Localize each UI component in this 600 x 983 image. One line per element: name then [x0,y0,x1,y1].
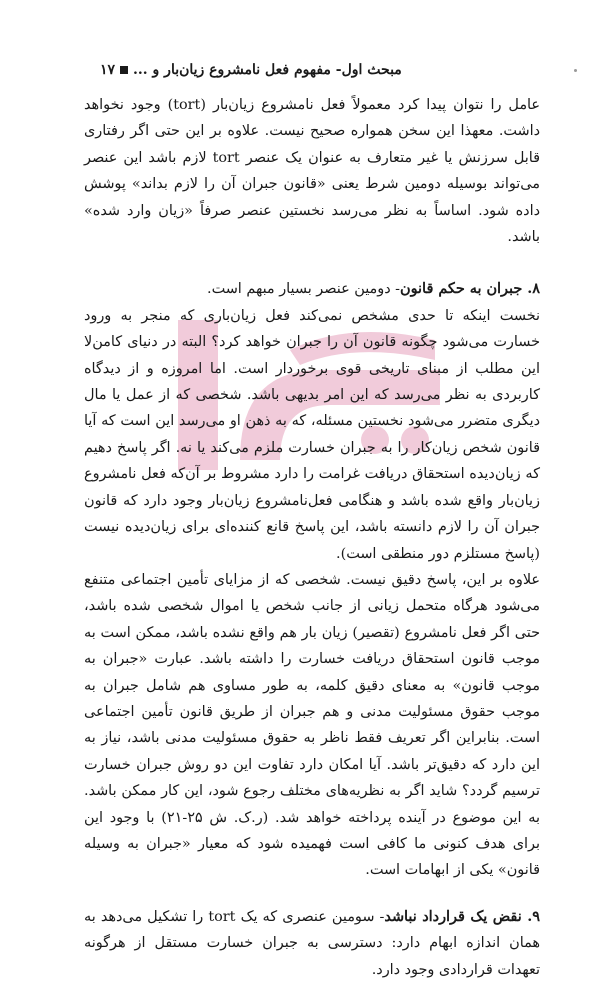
margin-dot [574,69,577,72]
paragraph-1 [84,92,540,250]
paragraph-4 [84,567,540,884]
paragraph-5-text: - سومین عنصری که یک tort را تشکیل می‌دهد به همان اندازه ابهام دارد: دسترسی به جبران خسارت مستقل از هرگونه تعهدات قراردادی وجود دارد. [84,908,540,978]
running-header [100,62,402,78]
paragraph-5 [84,904,540,983]
paragraph-2 [84,276,540,302]
section-9-heading: ۹. نقض یک قرارداد نباشد [384,907,540,925]
paragraph-3 [84,303,540,567]
square-bullet-icon [120,66,128,74]
paragraph-2-text: - دومین عنصر بسیار مبهم است. [207,281,401,298]
paragraph-4-text: علاوه بر این، پاسخ دقیق نیست. شخصی که از مزایای تأمین اجتماعی متنفع می‌شود هرگاه متحمل زیانی از جانب شخص یا اموال شخصی شده باشد، حتی اگر فعل نامشروع (تقصیر) زیان بار هم واقع نشده باشد، ممکن است به موجب قانون استحقاق دریافت خسارت را داشته باشد. عبارت «جبران به موجب قانون» به معنای دقیق کلمه، به طور مساوی هم شامل جبران به موجب حقوق مسئولیت مدنی و هم جبران از طریق قانون تأمین اجتماعی است. بنابراین اگر تعریف فقط ناظر به حقوق مسئولیت مدنی باشد، نیاز به این دارد که دقیق‌تر باشد. آیا امکان دارد تفاوت این دو روش جبران خسارت ترسیم گردد؟ شاید اگر به نظریه‌های مختلف رجوع شود، این کار ممکن باشد. به این موضوع در آینده پرداخته خواهد شد. (ر.ک. ش ۲۵-۲۱) با وجود این برای هدف کنونی ما کافی است فهمیده شود که معیار «جبران به وسیله قانون» یکی از ابهامات است. [84,571,540,879]
paragraph-1-text: عامل را نتوان پیدا کرد معمولاً فعل نامشروع زیان‌بار (tort) وجود نخواهد داشت. معهذا این سخن همواره صحیح نیست. علاوه بر این حتی اگر رفتاری قابل سرزنش یا غیر متعارف به عنوان یک عنصر tort لازم باشد این عنصر می‌تواند بوسیله دومین شرط یعنی «قانون جبران آن را لازم بداند» پوشش داده شود. اساساً به نظر می‌رسد نخستین عنصر صرفاً «زیان وارد شده» باشد. [84,97,541,246]
header-title: مبحث اول- مفهوم فعل نامشروع زیان‌بار و ... [133,62,402,78]
page-number: ۱۷ [100,62,116,78]
paragraph-3-text: نخست اینکه تا حدی مشخص نمی‌کند فعل زیان‌باری که منجر به ورود خسارت می‌شود چگونه قانون آن را جبران خواهد کرد؟ البته در دنیای کامن‌لا این مطلب از مبنای تاریخی قوی برخوردار است. اما امروزه و از دیدگاه کاربردی به نظر می‌رسد که این امر بدیهی باشد. شخصی که از عمل یا مال دیگری متضرر می‌شود نخستین مسئله، که به ذهن او می‌رسد این است که آیا قانون شخص زیان‌کار را به جبران خسارت ملزم می‌کند یا نه. اگر پاسخ دهیم که زیان‌دیده استحقاق دریافت غرامت را دارد مشروط بر آن‌که فعل نامشروع زیان‌بار واقع شده باشد و هنگامی فعل‌نامشروع زیان‌بار وجود دارد که قانون جبران آن را لازم دانسته باشد، این پاسخ قانع کننده‌ای برای زیان‌دیده نیست (پاسخ مستلزم دور منطقی است). [84,307,540,562]
body-text [84,92,540,983]
section-8-heading: ۸. جبران به حکم قانون [400,280,540,298]
